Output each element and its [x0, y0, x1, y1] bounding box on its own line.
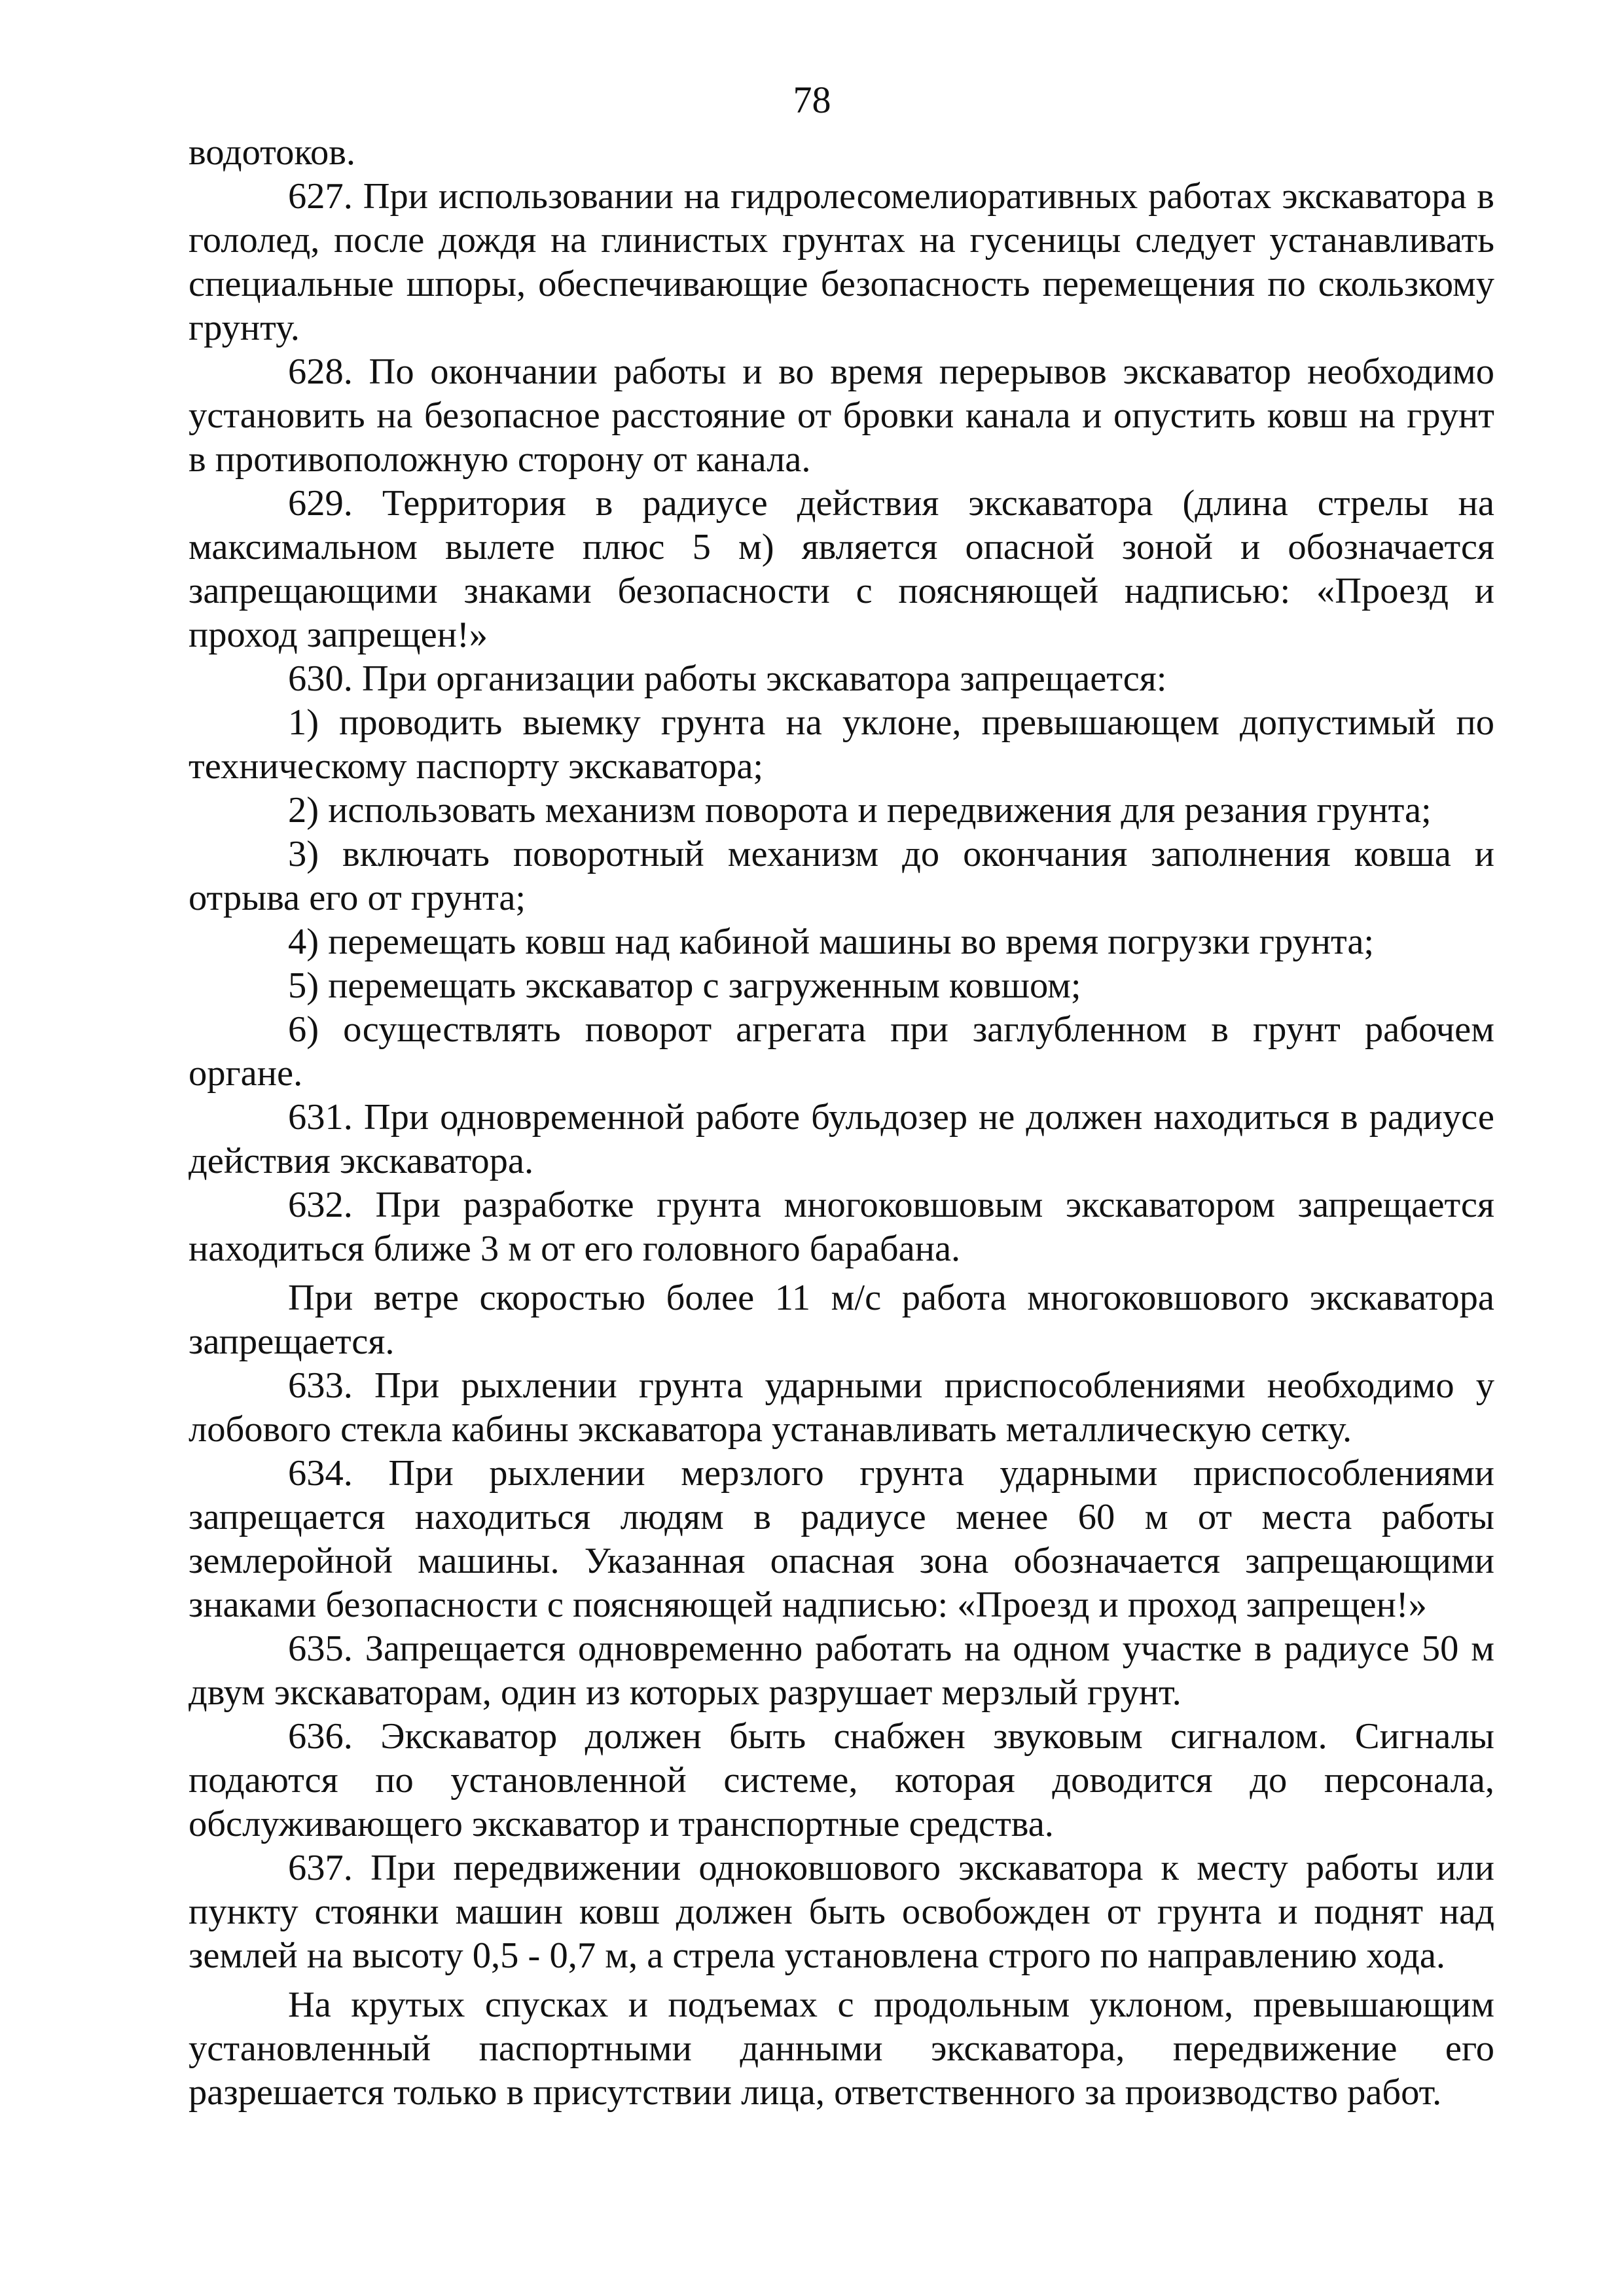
paragraph-636: 636. Экскаватор должен быть снабжен звуковым сигналом. Сигналы подаются по установленной системе, которая доводится до персонала, обслуживающего экскаватор и транспортные средства.	[189, 1716, 1494, 1844]
paragraph-628: 628. По окончании работы и во время перерывов экскаватор необходимо установить на безопасное расстояние от бровки канала и опустить ковш на грунт в противоположную сторону от канала.	[189, 351, 1494, 480]
paragraph-627: 627. При использовании на гидролесомелиоративных работах экскаватора в гололед, после дождя на глинистых грунтах на гусеницы следует устанавливать специальные шпоры, обеспечивающие безопасность перемещения по скользкому грунту.	[189, 176, 1494, 348]
paragraph-635: 635. Запрещается одновременно работать на одном участке в радиусе 50 м двум экскаваторам, один из которых разрушает мерзлый грунт.	[189, 1628, 1494, 1713]
paragraph-637-slopes: На крутых спусках и подъемах с продольным уклоном, превышающим установленный паспортными данными экскаватора, передвижение его разрешается только в присутствии лица, ответственного за производство работ.	[189, 1984, 1494, 2113]
list-item-630-1: 1) проводить выемку грунта на уклоне, превышающем допустимый по техническому паспорту экскаватора;	[189, 702, 1494, 787]
paragraph-continuation: водотоков.	[189, 132, 355, 173]
list-item-630-3: 3) включать поворотный механизм до окончания заполнения ковша и отрыва его от грунта;	[189, 834, 1494, 918]
list-item-630-4: 4) перемещать ковш над кабиной машины во время погрузки грунта;	[288, 922, 1375, 962]
document-body	[189, 131, 1494, 2115]
list-item-630-6: 6) осуществлять поворот агрегата при заглубленном в грунт рабочем органе.	[189, 1009, 1494, 1094]
paragraph-631: 631. При одновременной работе бульдозер не должен находиться в радиусе действия экскаватора.	[189, 1097, 1494, 1181]
list-item-630-2: 2) использовать механизм поворота и передвижения для резания грунта;	[288, 790, 1432, 831]
paragraph-634: 634. При рыхлении мерзлого грунта ударными приспособлениями запрещается находиться людям в радиусе менее 60 м от места работы землеройной машины. Указанная опасная зона обозначается запрещающими знаками безопасности с поясняющей надписью: «Проезд и проход запрещен!»	[189, 1453, 1494, 1625]
list-item-630-5: 5) перемещать экскаватор с загруженным ковшом;	[288, 965, 1081, 1006]
paragraph-632: 632. При разработке грунта многоковшовым экскаватором запрещается находиться ближе 3 м от его головного барабана.	[189, 1185, 1494, 1269]
paragraph-637: 637. При передвижении одноковшового экскаватора к месту работы или пункту стоянки машин ковш должен быть освобожден от грунта и поднят над землей на высоту 0,5 - 0,7 м, а стрела установлена строго по направлению хода.	[189, 1848, 1494, 1976]
page-number: 78	[793, 79, 831, 121]
paragraph-633: 633. При рыхлении грунта ударными приспособлениями необходимо у лобового стекла кабины экскаватора устанавливать металлическую сетку.	[189, 1365, 1494, 1450]
paragraph-629: 629. Территория в радиусе действия экскаватора (длина стрелы на максимальном вылете плюс 5 м) является опасной зоной и обозначается запрещающими знаками безопасности с поясняющей надписью: «Проезд и проход запрещен!»	[189, 483, 1494, 655]
paragraph-630: 630. При организации работы экскаватора запрещается:	[288, 658, 1167, 699]
paragraph-632-wind: При ветре скоростью более 11 м/с работа многоковшового экскаватора запрещается.	[189, 1278, 1494, 1362]
